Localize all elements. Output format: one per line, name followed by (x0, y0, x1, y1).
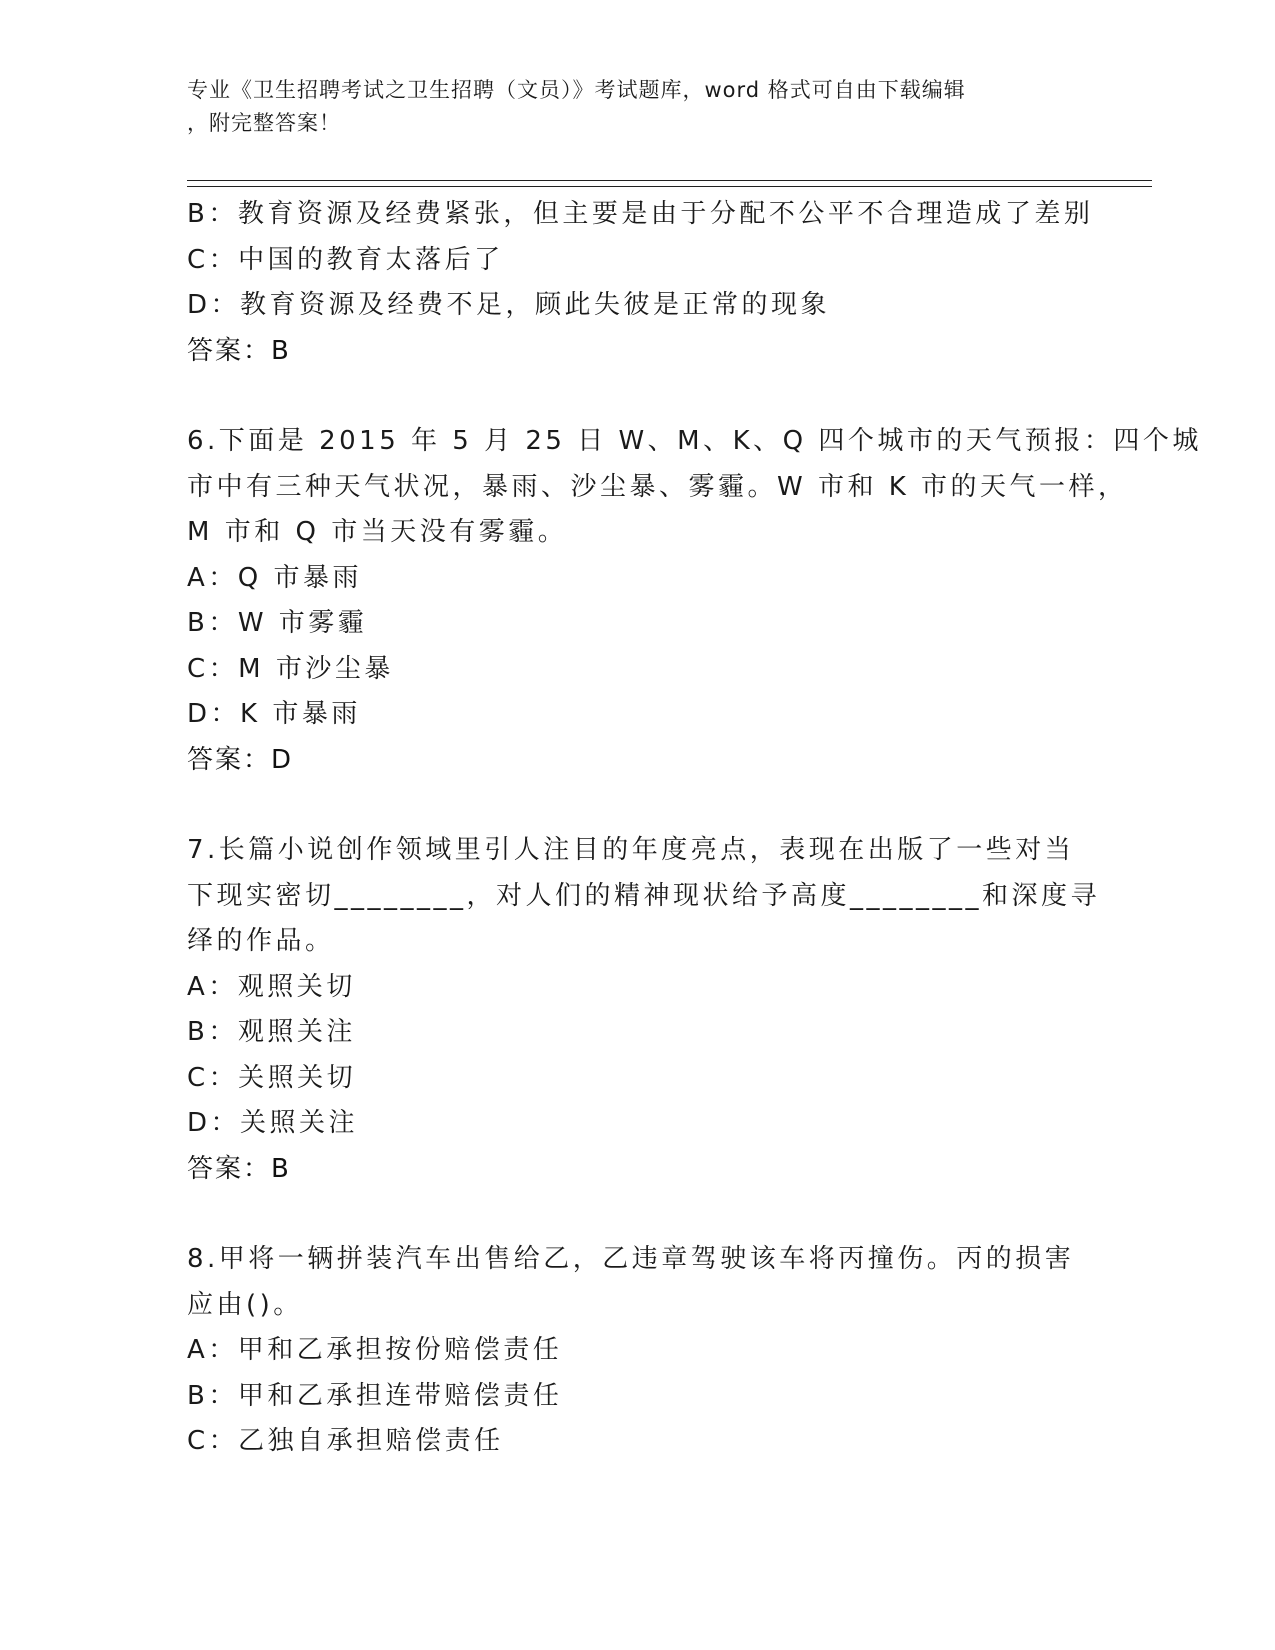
option-b: B：甲和乙承担连带赔偿责任 (187, 1380, 563, 1411)
option-a: A：甲和乙承担按份赔偿责任 (187, 1335, 563, 1365)
option-d: D：K 市暴雨 (187, 699, 361, 729)
question-stem-line: 应由()。 (187, 1289, 303, 1320)
option-c: C：关照关切 (187, 1062, 357, 1093)
option-a: A：观照关切 (187, 971, 356, 1002)
question-7 (187, 828, 1101, 1192)
question-list (187, 192, 1202, 1465)
document-header: 专业《卫生招聘考试之卫生招聘（文员）》考试题库，word 格式可自由下载编辑 ，附完整答案！ (187, 78, 966, 135)
option-d: D：教育资源及经费不足，顾此失彼是正常的现象 (187, 290, 831, 320)
option-c: C：中国的教育太落后了 (187, 244, 504, 275)
answer-line: 答案：B (187, 335, 291, 366)
answer-line: 答案：D (187, 744, 294, 775)
spacer (187, 374, 1087, 419)
question-8 (187, 1237, 1087, 1465)
option-b: B：教育资源及经费紧张，但主要是由于分配不公平不合理造成了差别 (187, 199, 1094, 229)
option-b: B：W 市雾霾 (187, 608, 368, 638)
option-a: A：Q 市暴雨 (187, 562, 363, 593)
question-stem-line: 8.甲将一辆拼装汽车出售给乙，乙违章驾驶该车将丙撞伤。丙的损害 (187, 1244, 1075, 1274)
header-rule-top (187, 180, 1152, 181)
answer-line: 答案：B (187, 1153, 291, 1184)
spacer (187, 783, 1087, 828)
question-stem-line: 绎的作品。 (187, 926, 335, 956)
question-stem-line: 6.下面是 2015 年 5 月 25 日 W、M、K、Q 四个城市的天气预报：四个城 (187, 426, 1202, 456)
option-c: C：乙独自承担赔偿责任 (187, 1426, 504, 1456)
option-c: C：M 市沙尘暴 (187, 653, 394, 684)
question-stem-line: 下现实密切________，对人们的精神现状给予高度________和深度寻 (187, 880, 1101, 911)
header-rule-bottom (187, 186, 1152, 187)
question-stem-line: 市中有三种天气状况，暴雨、沙尘暴、雾霾。W 市和 K 市的天气一样， (187, 471, 1128, 502)
question-stem-line: 7.长篇小说创作领域里引人注目的年度亮点，表现在出版了一些对当 (187, 835, 1075, 865)
question-5-tail (187, 192, 1094, 374)
option-b: B：观照关注 (187, 1017, 356, 1047)
question-stem-line: M 市和 Q 市当天没有雾霾。 (187, 517, 568, 547)
question-6 (187, 419, 1202, 783)
option-d: D：关照关注 (187, 1108, 359, 1138)
spacer (187, 1192, 1087, 1237)
